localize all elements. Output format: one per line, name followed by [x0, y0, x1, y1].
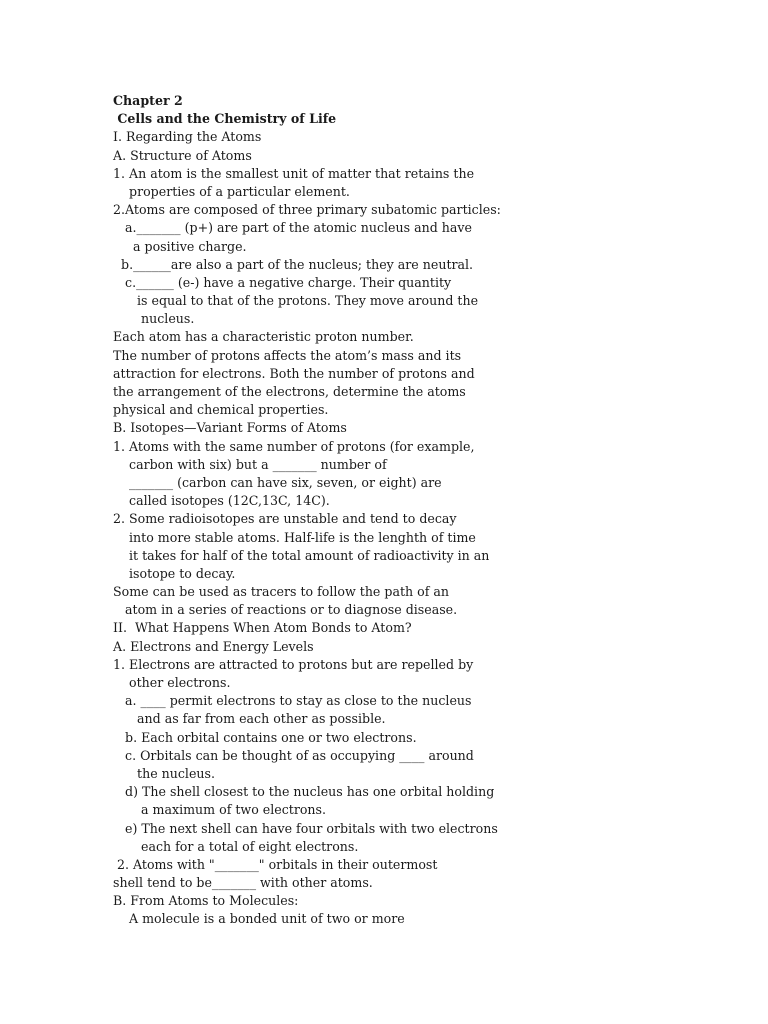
- text-line: each for a total of eight electrons.: [113, 838, 359, 854]
- text-line: e) The next shell can have four orbitals with two electrons: [113, 820, 498, 836]
- text-line: c.______ (e-) have a negative charge. Their quantity: [113, 274, 452, 290]
- text-line: other electrons.: [113, 675, 231, 690]
- text-line: 1. Atoms with the same number of protons (for example,: [113, 438, 475, 454]
- document-body: [113, 92, 733, 929]
- chapter-heading: Chapter 2: [113, 93, 183, 108]
- chapter-title: Cells and the Chemistry of Life: [113, 111, 337, 127]
- text-line: 2. Some radioisotopes are unstable and tend to decay: [113, 511, 457, 527]
- text-line: called isotopes (12C,13C, 14C).: [113, 493, 330, 509]
- text-line: 2. Atoms with "_______" orbitals in their outermost: [113, 856, 438, 872]
- text-line: _______ (carbon can have six, seven, or eight) are: [113, 474, 442, 490]
- text-line: c. Orbitals can be thought of as occupying ____ around: [113, 747, 474, 763]
- text-line: a. ____ permit electrons to stay as close to the nucleus: [113, 693, 472, 709]
- text-line: A. Structure of Atoms: [113, 147, 252, 163]
- text-line: properties of a particular element.: [113, 183, 350, 199]
- text-line: 2.Atoms are composed of three primary subatomic particles:: [113, 202, 501, 218]
- text-line: b.______are also a part of the nucleus; they are neutral.: [113, 256, 474, 272]
- text-line: and as far from each other as possible.: [113, 711, 386, 727]
- text-line: A molecule is a bonded unit of two or more: [113, 911, 405, 927]
- text-line: a._______ (p+) are part of the atomic nucleus and have: [113, 220, 472, 236]
- text-line: nucleus.: [113, 311, 195, 327]
- text-line: A. Electrons and Energy Levels: [113, 638, 314, 654]
- text-line: Each atom has a characteristic proton number.: [113, 329, 414, 345]
- text-line: it takes for half of the total amount of radioactivity in an: [113, 547, 490, 563]
- text-line: a maximum of two electrons.: [113, 802, 327, 818]
- text-line: into more stable atoms. Half-life is the lenghth of time: [113, 529, 476, 545]
- text-line: atom in a series of reactions or to diagnose disease.: [113, 602, 458, 618]
- text-line: the arrangement of the electrons, determine the atoms: [113, 384, 466, 399]
- text-line: I. Regarding the Atoms: [113, 129, 262, 145]
- text-line: a positive charge.: [113, 238, 247, 254]
- text-line: is equal to that of the protons. They move around the: [113, 293, 479, 309]
- text-line: II. What Happens When Atom Bonds to Atom?: [113, 620, 412, 636]
- text-line: B. Isotopes—Variant Forms of Atoms: [113, 420, 347, 436]
- text-line: Some can be used as tracers to follow the path of an: [113, 584, 449, 600]
- text-line: attraction for electrons. Both the number of protons and: [113, 365, 475, 381]
- text-line: isotope to decay.: [113, 565, 236, 581]
- text-line: shell tend to be_______ with other atoms.: [113, 875, 373, 891]
- text-line: physical and chemical properties.: [113, 402, 329, 418]
- text-line: carbon with six) but a _______ number of: [113, 456, 387, 472]
- text-line: d) The shell closest to the nucleus has one orbital holding: [113, 784, 495, 800]
- text-line: B. From Atoms to Molecules:: [113, 893, 299, 909]
- text-line: 1. Electrons are attracted to protons but are repelled by: [113, 656, 474, 672]
- text-line: b. Each orbital contains one or two electrons.: [113, 729, 417, 745]
- text-line: The number of protons affects the atom’s mass and its: [113, 347, 462, 363]
- text-line: the nucleus.: [113, 765, 215, 781]
- text-line: 1. An atom is the smallest unit of matter that retains the: [113, 165, 475, 181]
